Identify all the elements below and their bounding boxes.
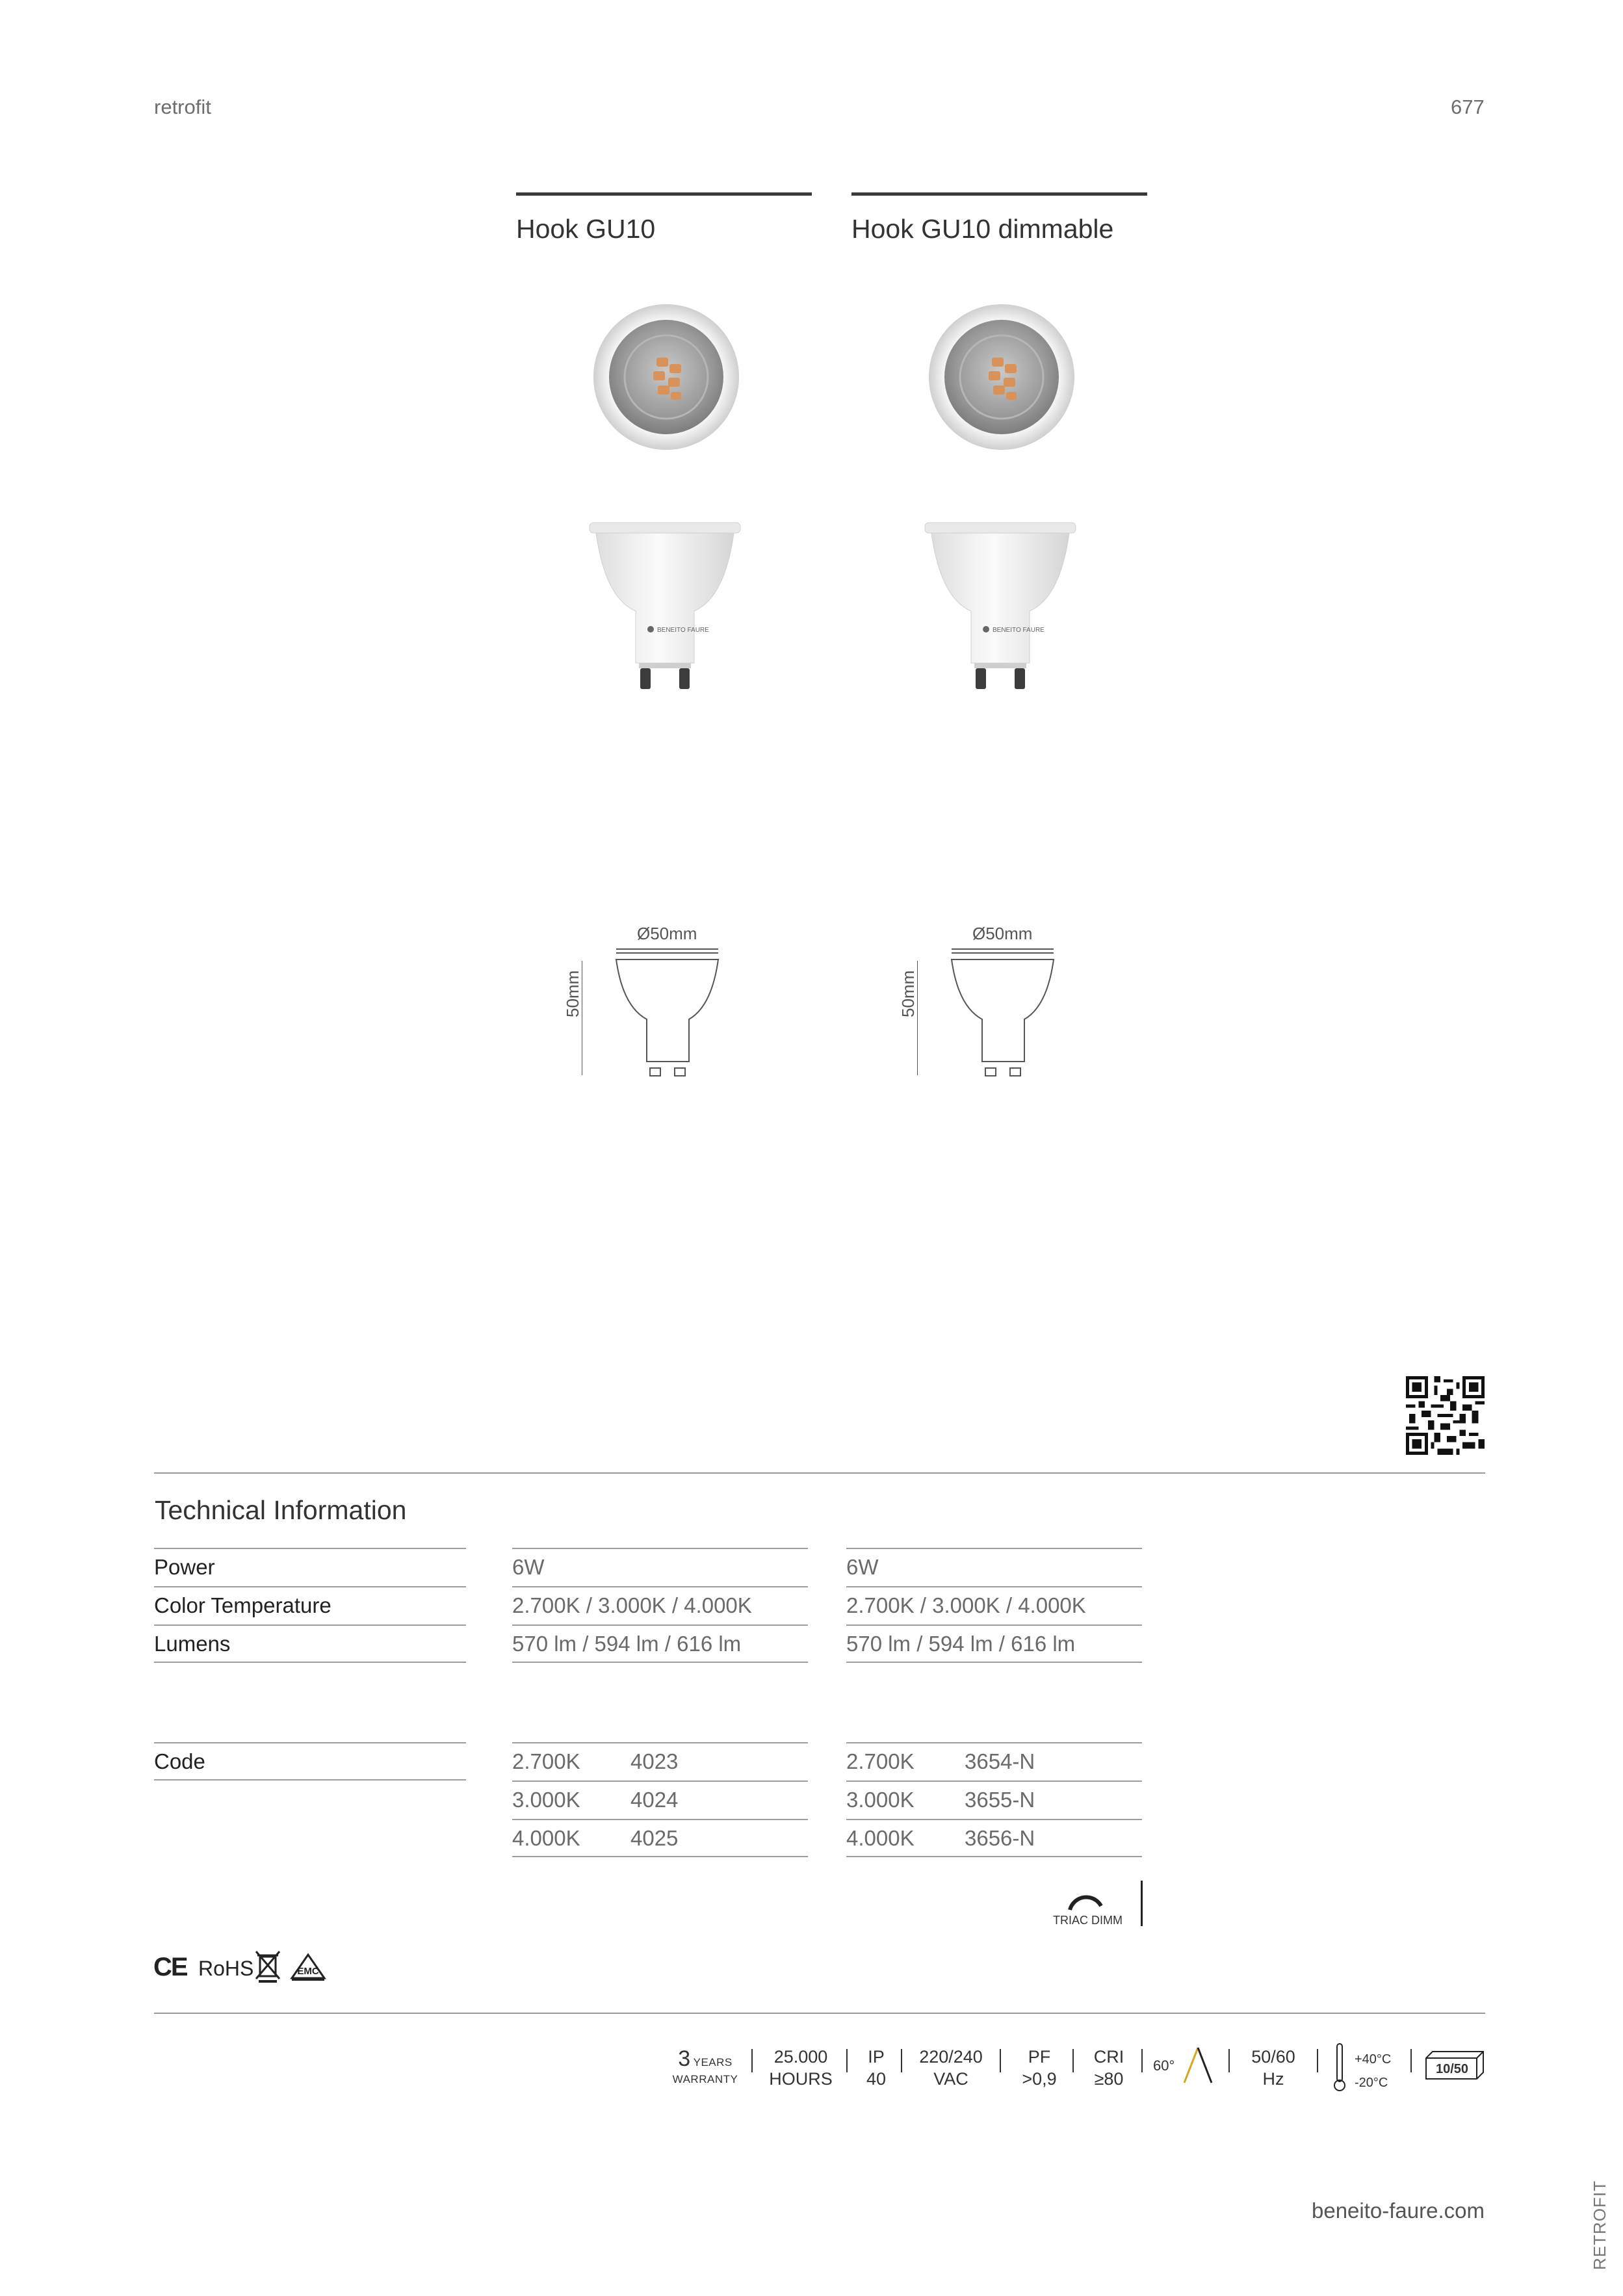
section-divider bbox=[154, 1472, 1485, 1474]
code-number: 4025 bbox=[630, 1826, 679, 1850]
product-header-1 bbox=[516, 192, 812, 244]
spec-separator bbox=[1228, 2049, 1230, 2072]
hours-label: HOURS bbox=[769, 2069, 833, 2089]
code-row bbox=[846, 1819, 1142, 1857]
qr-code-icon[interactable] bbox=[1406, 1376, 1485, 1455]
cri-label: CRI bbox=[1093, 2047, 1124, 2067]
spec-separator bbox=[1072, 2049, 1074, 2072]
dimension-drawing bbox=[917, 948, 1060, 1091]
code-label: Code bbox=[154, 1742, 466, 1781]
code-temp: 4.000K bbox=[512, 1826, 580, 1850]
hours-number: 25.000 bbox=[773, 2047, 828, 2067]
lifetime-hours bbox=[762, 2046, 840, 2090]
spec-separator bbox=[1141, 2049, 1143, 2072]
spec-separator bbox=[901, 2049, 902, 2072]
spec-separator bbox=[1317, 2049, 1318, 2072]
switch-rating: 10/50 bbox=[1435, 2062, 1469, 2076]
dimension-drawing bbox=[582, 948, 725, 1091]
ce-mark-icon: CE bbox=[153, 1953, 187, 1981]
spec-separator bbox=[1000, 2049, 1001, 2072]
code-number: 3656-N bbox=[965, 1826, 1035, 1850]
weee-bin-icon bbox=[255, 1949, 281, 1983]
spec-separator bbox=[751, 2049, 753, 2072]
code-row bbox=[846, 1781, 1142, 1819]
power-factor-spec bbox=[1010, 2046, 1069, 2090]
code-row bbox=[512, 1781, 808, 1819]
emc-icon bbox=[289, 1952, 327, 1982]
product-header-2 bbox=[851, 192, 1147, 244]
spec-value-power: 6W bbox=[512, 1548, 808, 1586]
temp-max: +40°C bbox=[1355, 2052, 1392, 2067]
thermometer-icon bbox=[1332, 2042, 1347, 2092]
beam-angle-value: 60° bbox=[1153, 2057, 1175, 2074]
pf-label: PF bbox=[1028, 2047, 1051, 2067]
code-temp: 3.000K bbox=[846, 1788, 915, 1812]
ip-rating bbox=[857, 2046, 896, 2090]
product-name: Hook GU10 dimmable bbox=[851, 214, 1114, 244]
code-number: 4023 bbox=[630, 1749, 679, 1773]
side-section-label: RETROFIT bbox=[1590, 2180, 1609, 2270]
frequency-value: 50/60 bbox=[1251, 2047, 1295, 2067]
height-label: 50mm bbox=[563, 970, 582, 1017]
frequency-spec bbox=[1239, 2046, 1308, 2090]
diameter-label: Ø50mm bbox=[972, 924, 1033, 943]
product-name: Hook GU10 bbox=[516, 214, 656, 244]
spec-separator bbox=[846, 2049, 848, 2072]
warranty-badge bbox=[669, 2046, 741, 2086]
warranty-number: 3 bbox=[678, 2046, 691, 2071]
frequency-unit: Hz bbox=[1262, 2069, 1284, 2089]
voltage-value: 220/240 bbox=[919, 2047, 983, 2067]
emc-label: EMC bbox=[297, 1966, 319, 1977]
cri-value: ≥80 bbox=[1094, 2069, 1124, 2089]
bulb-top-view-image bbox=[591, 302, 741, 452]
beam-angle-icon bbox=[1182, 2045, 1214, 2084]
brand-mark: BENEITO FAURE bbox=[657, 627, 709, 634]
brand-mark: BENEITO FAURE bbox=[993, 627, 1045, 634]
code-number: 4024 bbox=[630, 1788, 679, 1812]
bulb-side-view-image bbox=[587, 520, 743, 696]
dimm-divider bbox=[1141, 1881, 1143, 1926]
product-rule bbox=[851, 192, 1147, 196]
section-label: retrofit bbox=[154, 96, 211, 118]
code-temp: 2.700K bbox=[512, 1749, 580, 1773]
spec-value-color-temperature: 2.700K / 3.000K / 4.000K bbox=[846, 1586, 1142, 1624]
code-row bbox=[512, 1742, 808, 1781]
operating-temperature bbox=[1355, 2048, 1391, 2094]
pf-value: >0,9 bbox=[1022, 2069, 1057, 2089]
temp-min: -20°C bbox=[1355, 2076, 1388, 2090]
website-link[interactable]: beneito-faure.com bbox=[1312, 2198, 1485, 2223]
bulb-top-view-image bbox=[927, 302, 1076, 452]
rohs-label: RoHS bbox=[198, 1957, 254, 1980]
spec-separator bbox=[1410, 2049, 1412, 2072]
spec-value-lumens: 570 lm / 594 lm / 616 lm bbox=[512, 1624, 808, 1663]
code-temp: 4.000K bbox=[846, 1826, 915, 1850]
code-temp: 3.000K bbox=[512, 1788, 580, 1812]
code-row bbox=[846, 1742, 1142, 1781]
product-rule bbox=[516, 192, 812, 196]
warranty-years: YEARS bbox=[693, 2056, 733, 2068]
spec-value-power: 6W bbox=[846, 1548, 1142, 1586]
code-number: 3654-N bbox=[965, 1749, 1035, 1773]
bulb-side-view-image bbox=[922, 520, 1078, 696]
cri-spec bbox=[1082, 2046, 1136, 2090]
code-number: 3655-N bbox=[965, 1788, 1035, 1812]
code-temp: 2.700K bbox=[846, 1749, 915, 1773]
spec-label-lumens: Lumens bbox=[154, 1624, 466, 1663]
spec-label-color-temperature: Color Temperature bbox=[154, 1586, 466, 1624]
ip-label: IP bbox=[868, 2047, 885, 2067]
height-label: 50mm bbox=[898, 970, 918, 1017]
triac-dimm-label: TRIAC DIMM bbox=[1053, 1914, 1123, 1927]
dimmable-icon bbox=[1066, 1886, 1105, 1912]
voltage-unit: VAC bbox=[933, 2069, 968, 2089]
spec-value-lumens: 570 lm / 594 lm / 616 lm bbox=[846, 1624, 1142, 1663]
diameter-label: Ø50mm bbox=[637, 924, 697, 943]
section-divider bbox=[154, 2013, 1485, 2014]
ip-value: 40 bbox=[866, 2069, 887, 2089]
page-number: 677 bbox=[1451, 96, 1485, 118]
code-row bbox=[512, 1819, 808, 1857]
tech-info-title: Technical Information bbox=[155, 1495, 407, 1525]
warranty-label: WARRANTY bbox=[672, 2073, 738, 2085]
spec-label-power: Power bbox=[154, 1548, 466, 1586]
voltage-spec bbox=[910, 2046, 992, 2090]
spec-value-color-temperature: 2.700K / 3.000K / 4.000K bbox=[512, 1586, 808, 1624]
